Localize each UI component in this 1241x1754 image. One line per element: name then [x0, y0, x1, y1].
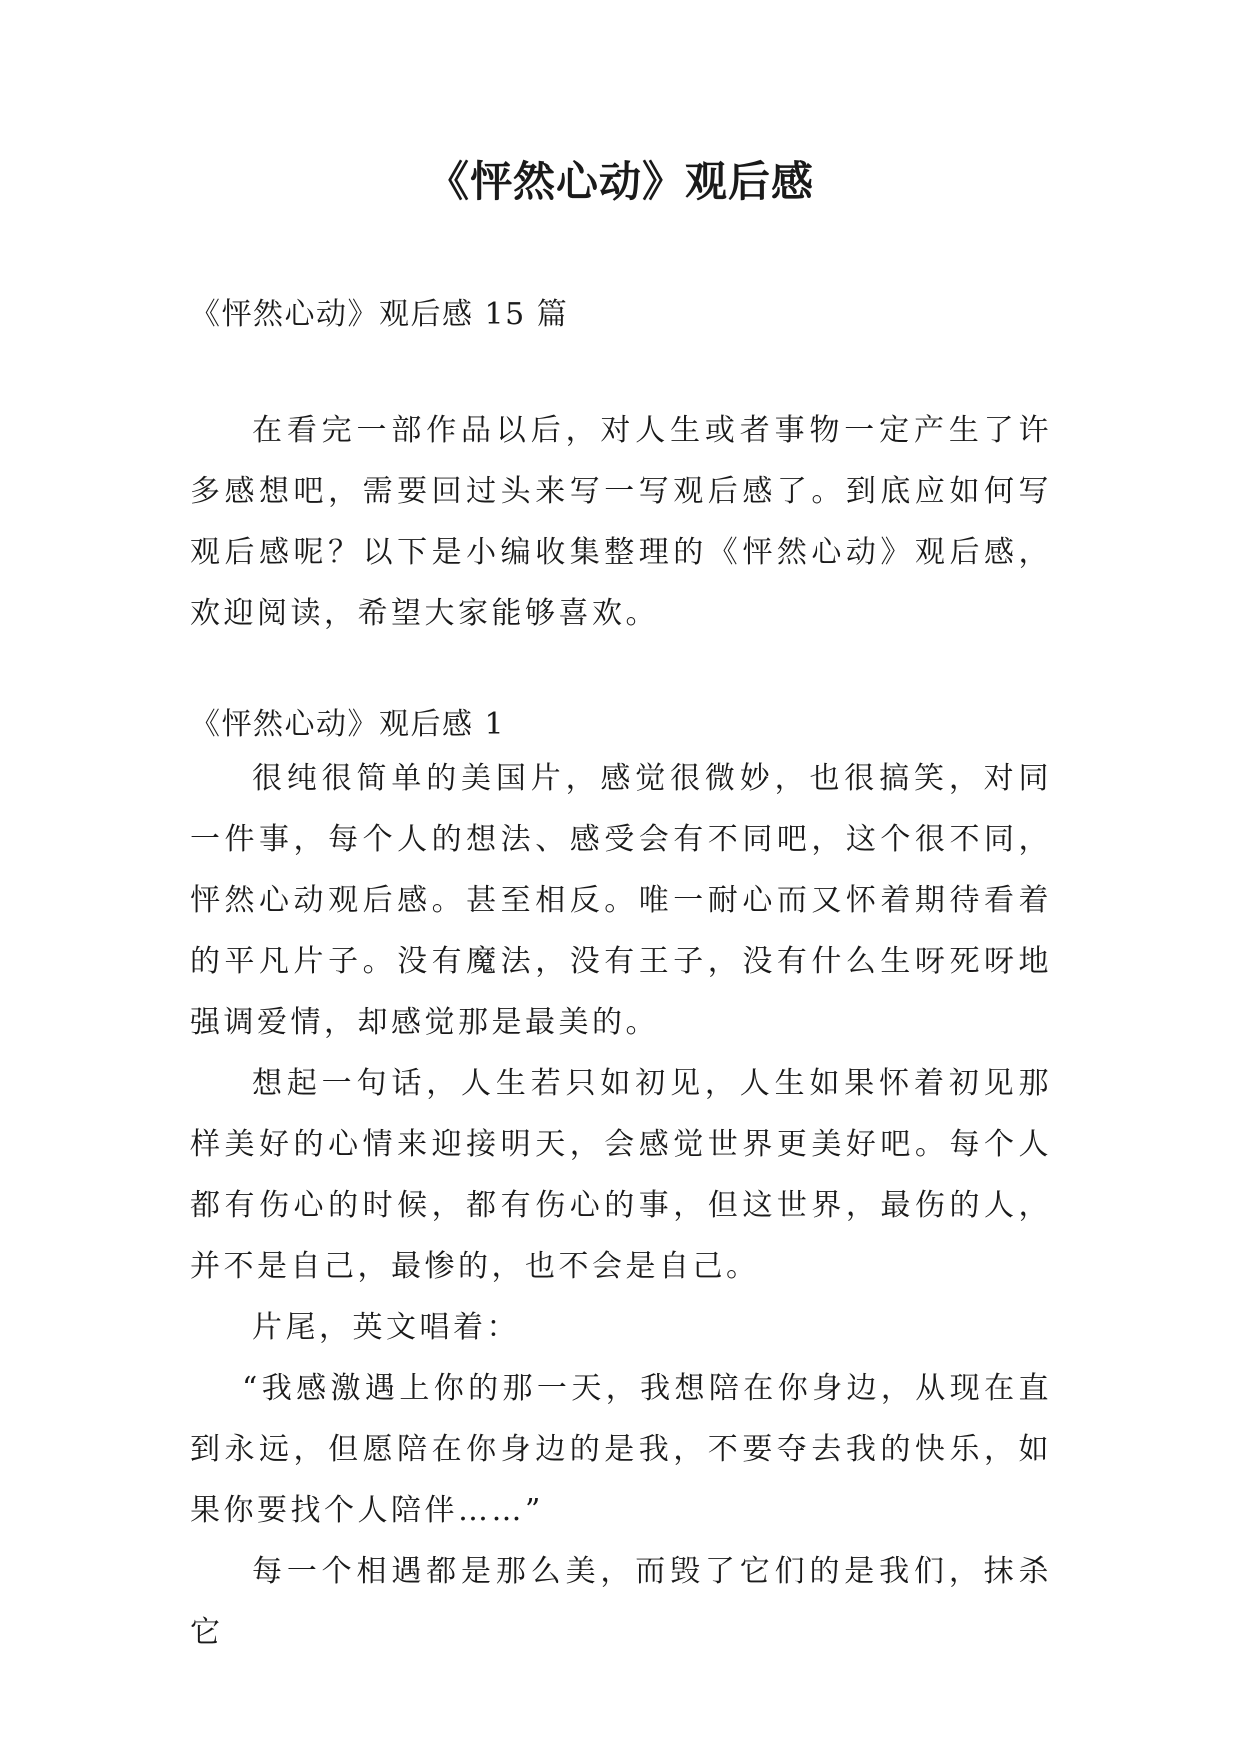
essay-paragraph: 每一个相遇都是那么美，而毁了它们的是我们，抹杀它	[190, 1554, 1052, 1650]
document-title: 《怦然心动》观后感	[426, 157, 814, 206]
essay-body	[190, 748, 1052, 1663]
essay-paragraph: 片尾，英文唱着：	[252, 1310, 520, 1345]
song-lyrics-quote: “我感激遇上你的那一天，我想陪在你身边，从现在直到永远，但愿陪在你身边的是我，不要夺去我的快乐，如果你要找个人陪伴……”	[190, 1371, 1052, 1528]
document-subtitle: 《怦然心动》观后感 15 篇	[190, 297, 569, 332]
essay-paragraph: 很纯很简单的美国片，感觉很微妙，也很搞笑，对同一件事，每个人的想法、感受会有不同吧，这个很不同，怦然心动观后感。甚至相反。唯一耐心而又怀着期待看着的平凡片子。没有魔法，没有王子，没有什么生呀死呀地强调爱情，却感觉那是最美的。	[190, 761, 1052, 1040]
essay-paragraph: 想起一句话，人生若只如初见，人生如果怀着初见那样美好的心情来迎接明天，会感觉世界更美好吧。每个人都有伤心的时候，都有伤心的事，但这世界，最伤的人，并不是自己，最惨的，也不会是自己。	[190, 1066, 1052, 1284]
section-heading: 《怦然心动》观后感 1	[190, 707, 506, 742]
intro-paragraph: 在看完一部作品以后，对人生或者事物一定产生了许多感想吧，需要回过头来写一写观后感了。到底应如何写观后感呢？以下是小编收集整理的《怦然心动》观后感，欢迎阅读，希望大家能够喜欢。	[190, 413, 1052, 631]
